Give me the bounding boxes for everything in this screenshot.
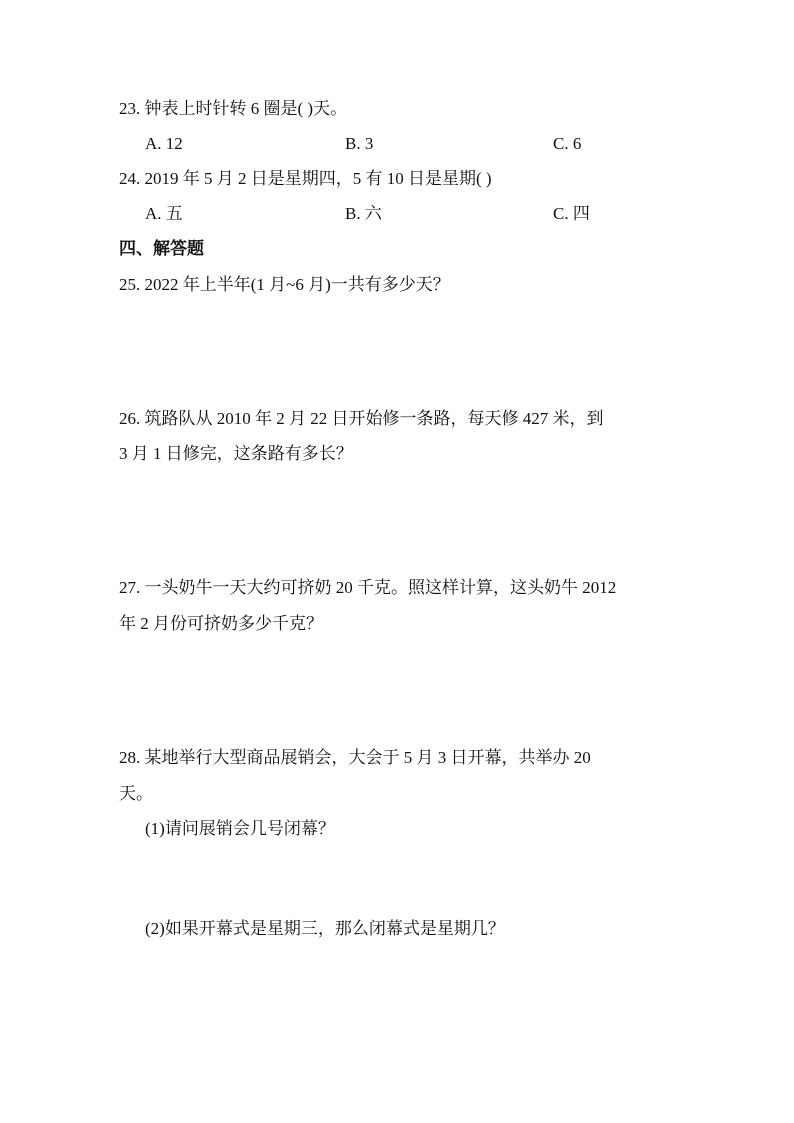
question-24-text: 24. 2019 年 5 月 2 日是星期四，5 有 10 日是星期( ) [119, 169, 492, 188]
question-24-option-a[interactable]: A. 五 [145, 204, 183, 223]
question-26-line-2: 3 月 1 日修完，这条路有多长？ [119, 444, 353, 463]
question-26-line-1: 26. 筑路队从 2010 年 2 月 22 日开始修一条路，每天修 427 米，到 [119, 409, 604, 428]
question-23-option-a[interactable]: A. 12 [145, 134, 183, 153]
question-24-option-c[interactable]: C. 四 [553, 204, 590, 223]
question-24-option-b[interactable]: B. 六 [345, 204, 382, 223]
question-28-line-2: 天。 [119, 784, 153, 803]
question-23-text: 23. 钟表上时针转 6 圈是( )天。 [119, 99, 348, 118]
question-28-line-1: 28. 某地举行大型商品展销会，大会于 5 月 3 日开幕，共举办 20 [119, 748, 591, 767]
section-heading: 四、解答题 [119, 239, 204, 258]
question-28-sub-2: (2)如果开幕式是星期三，那么闭幕式是星期几？ [145, 919, 505, 938]
question-23-option-b[interactable]: B. 3 [345, 134, 374, 153]
question-25-text: 25. 2022 年上半年(1 月~6 月)一共有多少天？ [119, 275, 450, 294]
question-28-sub-1: (1)请问展销会几号闭幕？ [145, 819, 335, 838]
question-27-line-2: 年 2 月份可挤奶多少千克？ [119, 614, 323, 633]
question-23-option-c[interactable]: C. 6 [553, 134, 582, 153]
question-27-line-1: 27. 一头奶牛一天大约可挤奶 20 千克。照这样计算，这头奶牛 2012 [119, 578, 617, 597]
